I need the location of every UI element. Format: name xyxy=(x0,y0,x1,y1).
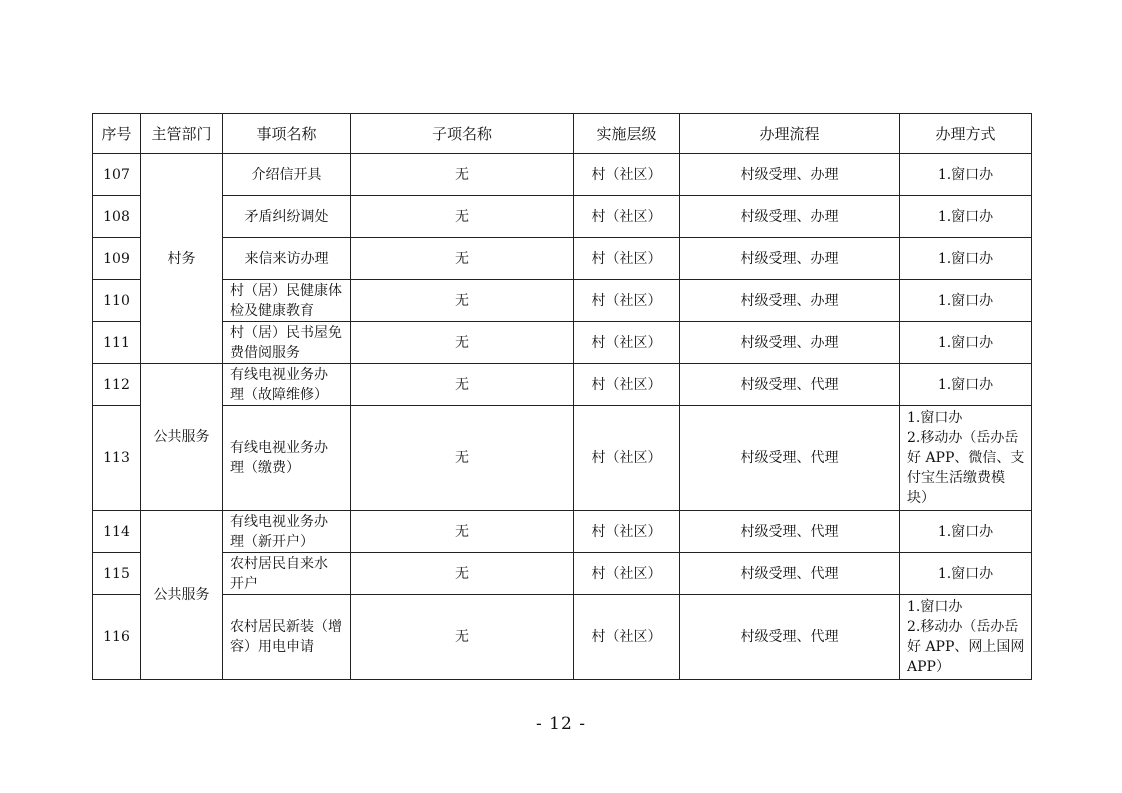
row-no: 115 xyxy=(93,553,141,595)
item-name: 有线电视业务办 理（新开户） xyxy=(223,511,351,553)
page-number: - 12 - xyxy=(536,714,586,734)
impl-level: 村（社区） xyxy=(574,322,680,364)
impl-level: 村（社区） xyxy=(574,280,680,322)
header-item: 事项名称 xyxy=(223,114,351,154)
table-row xyxy=(93,280,1032,322)
item-name: 农村居民新装（增 容）用电申请 xyxy=(223,595,351,680)
item-name: 村（居）民健康体 检及健康教育 xyxy=(223,280,351,322)
impl-level: 村（社区） xyxy=(574,364,680,406)
impl-level: 村（社区） xyxy=(574,154,680,196)
row-no: 116 xyxy=(93,595,141,680)
method: 1.窗口办 xyxy=(900,364,1032,406)
item-name: 农村居民自来水 开户 xyxy=(223,553,351,595)
process: 村级受理、办理 xyxy=(680,196,900,238)
table-row xyxy=(93,196,1032,238)
row-no: 113 xyxy=(93,406,141,511)
process: 村级受理、办理 xyxy=(680,280,900,322)
method: 1.窗口办 2.移动办（岳办岳 好 APP、网上国网 APP） xyxy=(900,595,1032,680)
process: 村级受理、代理 xyxy=(680,553,900,595)
subitem-name: 无 xyxy=(351,280,574,322)
process: 村级受理、代理 xyxy=(680,406,900,511)
process: 村级受理、办理 xyxy=(680,238,900,280)
subitem-name: 无 xyxy=(351,196,574,238)
header-subitem: 子项名称 xyxy=(351,114,574,154)
dept-cell: 公共服务 xyxy=(141,511,223,680)
row-no: 107 xyxy=(93,154,141,196)
row-no: 109 xyxy=(93,238,141,280)
table-row xyxy=(93,322,1032,364)
method: 1.窗口办 xyxy=(900,196,1032,238)
header-process: 办理流程 xyxy=(680,114,900,154)
dept-cell: 公共服务 xyxy=(141,364,223,511)
table-row xyxy=(93,595,1032,680)
method: 1.窗口办 xyxy=(900,238,1032,280)
method: 1.窗口办 2.移动办（岳办岳 好 APP、微信、支 付宝生活缴费模 块） xyxy=(900,406,1032,511)
subitem-name: 无 xyxy=(351,238,574,280)
impl-level: 村（社区） xyxy=(574,511,680,553)
subitem-name: 无 xyxy=(351,364,574,406)
table-row xyxy=(93,238,1032,280)
row-no: 114 xyxy=(93,511,141,553)
impl-level: 村（社区） xyxy=(574,406,680,511)
header-level: 实施层级 xyxy=(574,114,680,154)
table-row xyxy=(93,364,1032,406)
subitem-name: 无 xyxy=(351,154,574,196)
header-no: 序号 xyxy=(93,114,141,154)
table-row xyxy=(93,511,1032,553)
subitem-name: 无 xyxy=(351,511,574,553)
method: 1.窗口办 xyxy=(900,280,1032,322)
process: 村级受理、代理 xyxy=(680,364,900,406)
item-name: 有线电视业务办 理（缴费） xyxy=(223,406,351,511)
table-row xyxy=(93,406,1032,511)
header-method: 办理方式 xyxy=(900,114,1032,154)
method: 1.窗口办 xyxy=(900,154,1032,196)
process: 村级受理、办理 xyxy=(680,154,900,196)
subitem-name: 无 xyxy=(351,406,574,511)
row-no: 111 xyxy=(93,322,141,364)
item-name: 介绍信开具 xyxy=(223,154,351,196)
impl-level: 村（社区） xyxy=(574,553,680,595)
item-name: 来信来访办理 xyxy=(223,238,351,280)
subitem-name: 无 xyxy=(351,595,574,680)
method: 1.窗口办 xyxy=(900,322,1032,364)
item-name: 有线电视业务办 理（故障维修） xyxy=(223,364,351,406)
impl-level: 村（社区） xyxy=(574,238,680,280)
header-dept: 主管部门 xyxy=(141,114,223,154)
table-row xyxy=(93,154,1032,196)
process: 村级受理、代理 xyxy=(680,511,900,553)
table-row xyxy=(93,553,1032,595)
method: 1.窗口办 xyxy=(900,553,1032,595)
item-name: 矛盾纠纷调处 xyxy=(223,196,351,238)
process: 村级受理、代理 xyxy=(680,595,900,680)
service-items-table xyxy=(92,113,1032,680)
impl-level: 村（社区） xyxy=(574,595,680,680)
process: 村级受理、办理 xyxy=(680,322,900,364)
row-no: 110 xyxy=(93,280,141,322)
dept-cell: 村务 xyxy=(141,154,223,364)
row-no: 112 xyxy=(93,364,141,406)
table-header-row xyxy=(93,114,1032,154)
subitem-name: 无 xyxy=(351,553,574,595)
subitem-name: 无 xyxy=(351,322,574,364)
item-name: 村（居）民书屋免 费借阅服务 xyxy=(223,322,351,364)
impl-level: 村（社区） xyxy=(574,196,680,238)
method: 1.窗口办 xyxy=(900,511,1032,553)
row-no: 108 xyxy=(93,196,141,238)
